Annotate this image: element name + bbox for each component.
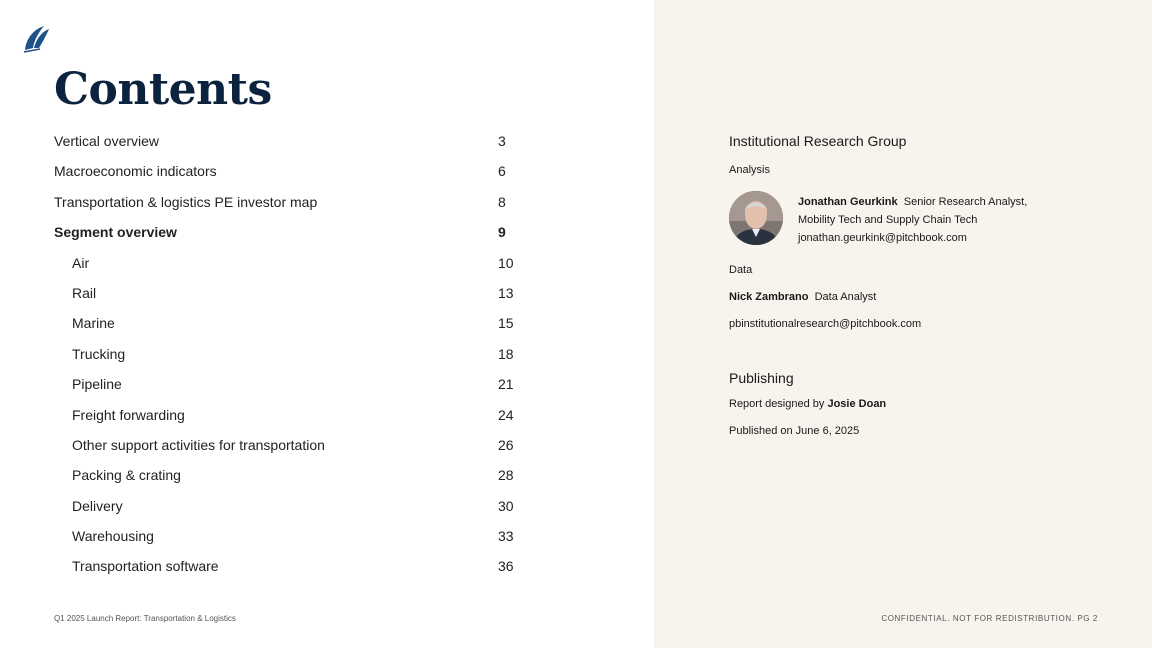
publishing-title: Publishing <box>729 370 794 386</box>
toc-page: 24 <box>498 406 514 423</box>
toc-page: 8 <box>498 193 506 210</box>
toc-page: 9 <box>498 224 506 241</box>
analyst-role-line2: Mobility Tech and Supply Chain Tech <box>798 214 978 226</box>
toc-page: 15 <box>498 315 514 332</box>
table-of-contents <box>54 126 524 582</box>
toc-label: Freight forwarding <box>72 406 185 423</box>
toc-row-section[interactable] <box>54 217 524 247</box>
toc-label: Rail <box>72 284 97 301</box>
toc-label: Air <box>72 254 90 271</box>
page-title: Contents <box>54 64 272 115</box>
toc-row[interactable] <box>54 460 524 490</box>
toc-label: Transportation software <box>72 558 219 575</box>
toc-page: 28 <box>498 467 514 484</box>
toc-row[interactable] <box>54 308 524 338</box>
analyst-role-line1: Senior Research Analyst, <box>903 196 1028 208</box>
toc-label: Vertical overview <box>54 133 160 149</box>
toc-label: Transportation & logistics PE investor map <box>54 193 318 210</box>
analyst-email[interactable]: jonathan.geurkink@pitchbook.com <box>798 232 967 244</box>
toc-row[interactable] <box>54 187 524 217</box>
data-label: Data <box>729 264 753 276</box>
toc-label: Marine <box>72 315 115 332</box>
toc-row[interactable] <box>54 369 524 399</box>
analysis-label: Analysis <box>729 164 770 176</box>
data-analyst-name: Nick Zambrano <box>729 291 809 303</box>
toc-page: 33 <box>498 528 514 545</box>
toc-page: 3 <box>498 133 506 149</box>
toc-row[interactable] <box>54 339 524 369</box>
group-title: Institutional Research Group <box>729 133 907 149</box>
toc-row[interactable] <box>54 430 524 460</box>
designed-by-line <box>729 398 886 410</box>
data-analyst-role: Data Analyst <box>814 291 877 303</box>
toc-label: Macroeconomic indicators <box>54 163 217 180</box>
analyst-photo <box>729 191 783 245</box>
toc-row[interactable] <box>54 400 524 430</box>
toc-row[interactable] <box>54 551 524 581</box>
sail-logo-icon <box>22 24 50 54</box>
published-on: Published on June 6, 2025 <box>729 425 860 437</box>
toc-label: Segment overview <box>54 224 177 241</box>
toc-label: Packing & crating <box>72 467 181 484</box>
toc-page: 21 <box>498 376 514 393</box>
research-email[interactable]: pbinstitutionalresearch@pitchbook.com <box>729 318 922 330</box>
toc-row[interactable] <box>54 491 524 521</box>
designer-name: Josie Doan <box>827 398 887 410</box>
toc-page: 30 <box>498 497 514 514</box>
analyst-name: Jonathan Geurkink <box>798 196 898 208</box>
toc-label: Trucking <box>72 345 126 362</box>
toc-label: Other support activities for transportation <box>72 436 325 453</box>
footer-report-title: Q1 2025 Launch Report: Transportation & Logistics <box>54 614 236 623</box>
analyst-info <box>798 193 1027 247</box>
data-analyst-line <box>729 291 876 303</box>
toc-row[interactable] <box>54 278 524 308</box>
footer-confidential: CONFIDENTIAL. NOT FOR REDISTRIBUTION. PG 2 <box>881 614 1098 623</box>
toc-row[interactable] <box>54 126 524 156</box>
toc-label: Delivery <box>72 497 123 514</box>
designed-by-prefix: Report designed by <box>729 398 825 410</box>
toc-page: 36 <box>498 558 514 575</box>
toc-row[interactable] <box>54 156 524 186</box>
toc-page: 6 <box>498 163 506 180</box>
toc-page: 26 <box>498 436 514 453</box>
toc-label: Warehousing <box>72 528 154 545</box>
toc-row[interactable] <box>54 248 524 278</box>
toc-row[interactable] <box>54 521 524 551</box>
toc-label: Pipeline <box>72 376 122 393</box>
analyst-photo-drawing <box>729 191 783 245</box>
toc-page: 18 <box>498 345 514 362</box>
toc-page: 13 <box>498 284 514 301</box>
toc-page: 10 <box>498 254 514 271</box>
